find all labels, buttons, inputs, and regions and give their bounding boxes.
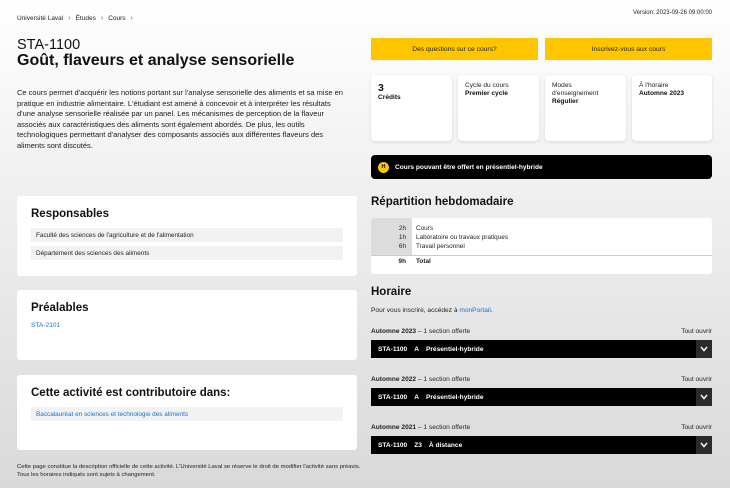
hours-row bbox=[371, 233, 509, 242]
teaching-mode-value: Régulier bbox=[552, 98, 579, 105]
schedule-value: Automne 2023 bbox=[639, 90, 685, 97]
section-id: A bbox=[414, 345, 419, 353]
section-accordion[interactable] bbox=[371, 388, 712, 406]
hours-row bbox=[371, 224, 434, 233]
section-course-code: STA-1100 bbox=[378, 393, 408, 401]
session-heading bbox=[371, 376, 470, 383]
chevron-right-icon: › bbox=[68, 15, 71, 22]
chevron-down-icon[interactable] bbox=[696, 436, 712, 454]
hours-value: 2h bbox=[398, 225, 406, 232]
chevron-right-icon: › bbox=[100, 15, 104, 22]
footer-line: Tous les horaires indiqués sont sujets à changement. bbox=[17, 472, 156, 478]
hours-total-row bbox=[371, 257, 431, 266]
hours-label: Cours bbox=[416, 225, 434, 232]
contributoire-title: Cette activité est contributoire dans: bbox=[31, 387, 231, 399]
responsables-section bbox=[17, 196, 357, 276]
hybrid-badge-icon: H bbox=[378, 162, 389, 173]
page-title: Goût, flaveurs et analyse sensorielle bbox=[17, 52, 295, 69]
open-all-link[interactable]: Tout ouvrir bbox=[681, 328, 712, 335]
course-code: STA-1100 bbox=[17, 37, 81, 53]
cycle-card bbox=[458, 75, 539, 141]
hours-value: 6h bbox=[398, 243, 406, 250]
program-link[interactable]: Baccalauréat en sciences et technologie des aliments bbox=[31, 407, 343, 421]
session-term: Automne 2021 bbox=[371, 424, 417, 431]
prealables-title: Préalables bbox=[31, 302, 89, 314]
breadcrumb-item-etudes[interactable]: Études bbox=[75, 15, 96, 22]
session-term: Automne 2022 bbox=[371, 376, 417, 383]
contributoire-section bbox=[17, 375, 357, 450]
breadcrumb bbox=[17, 15, 133, 22]
responsable-item: Département des sciences des aliments bbox=[31, 246, 343, 260]
session-offer: – 1 section offerte bbox=[416, 424, 471, 431]
divider bbox=[371, 255, 712, 256]
teaching-mode-card bbox=[545, 75, 626, 141]
section-mode: Présentiel-hybride bbox=[425, 393, 484, 401]
total-hours-label: Total bbox=[416, 258, 431, 265]
section-mode: À distance bbox=[428, 441, 463, 449]
monportail-link[interactable]: monPortail bbox=[459, 307, 491, 314]
footer-disclaimer bbox=[17, 463, 377, 479]
hours-row bbox=[371, 242, 465, 251]
credits-card bbox=[371, 75, 452, 141]
repartition-title: Répartition hebdomadaire bbox=[371, 196, 514, 208]
footer-line: Cette page constitue la description officielle de cette activité. L'Université Laval se réserve le droit de modifier l'activité sans préavis. bbox=[17, 464, 361, 470]
course-description: Ce cours permet d'acquérir les notions portant sur l'analyse sensorielle des aliments et sa mise en pratique en industrie alimentaire. L'étudiant est amené à concevoir et à interpréter les résultats d'une analyse sensorielle réalisée par un panel. Les mécanismes de perception de la flaveur associés aux caractéristiques des aliments sont également abordés. De plus, les outils technologiques permettant d'analyser des composants associés aux différentes flaveurs des aliments sont discutés. bbox=[17, 88, 343, 150]
prealable-link[interactable]: STA-2101 bbox=[31, 322, 61, 329]
session-heading bbox=[371, 328, 470, 335]
questions-button[interactable]: Des questions sur ce cours? bbox=[371, 38, 538, 60]
chevron-right-icon: › bbox=[130, 15, 133, 22]
session-offer: – 1 section offerte bbox=[416, 328, 471, 335]
horaire-title: Horaire bbox=[371, 286, 412, 298]
schedule-label: À l'horaire bbox=[639, 82, 669, 89]
version-stamp: Version: 2023-09-26 09:00:00 bbox=[632, 10, 712, 16]
section-course-code: STA-1100 bbox=[378, 441, 408, 449]
open-all-link[interactable]: Tout ouvrir bbox=[681, 424, 712, 431]
breadcrumb-item-cours[interactable]: Cours bbox=[108, 15, 126, 22]
breadcrumb-item-universite[interactable]: Université Laval bbox=[17, 15, 64, 22]
hours-table bbox=[371, 218, 712, 274]
hybrid-banner-text: Cours pouvant être offert en présentiel-hybride bbox=[395, 163, 543, 171]
horaire-intro-text: Pour vous inscrire, accédez à bbox=[371, 307, 458, 314]
session-offer: – 1 section offerte bbox=[416, 376, 471, 383]
session-term: Automne 2023 bbox=[371, 328, 417, 335]
cycle-value: Premier cycle bbox=[465, 90, 508, 97]
hours-value: 1h bbox=[398, 234, 406, 241]
cycle-label: Cycle du cours bbox=[465, 82, 509, 89]
horaire-intro: Pour vous inscrire, accédez à monPortail. bbox=[371, 307, 493, 314]
section-accordion[interactable] bbox=[371, 436, 712, 454]
responsable-item: Faculté des sciences de l'agriculture et de l'alimentation bbox=[31, 228, 343, 242]
register-button[interactable]: Inscrivez-vous aux cours bbox=[545, 38, 712, 60]
teaching-mode-label: Modes d'enseignement bbox=[552, 82, 599, 97]
credits-value: 3 bbox=[378, 82, 384, 94]
hours-label: Laboratoire ou travaux pratiques bbox=[416, 234, 509, 241]
section-mode: Présentiel-hybride bbox=[425, 345, 484, 353]
chevron-down-icon[interactable] bbox=[696, 340, 712, 358]
credits-label: Crédits bbox=[378, 94, 401, 101]
schedule-card bbox=[632, 75, 712, 141]
total-hours-value: 9h bbox=[398, 258, 406, 265]
responsables-title: Responsables bbox=[31, 208, 109, 220]
section-id: A bbox=[414, 393, 419, 401]
hours-label: Travail personnel bbox=[416, 243, 465, 250]
chevron-down-icon[interactable] bbox=[696, 388, 712, 406]
prealables-section bbox=[17, 290, 357, 360]
section-course-code: STA-1100 bbox=[378, 345, 408, 353]
section-id: Z3 bbox=[414, 441, 422, 449]
session-heading bbox=[371, 424, 470, 431]
hybrid-banner bbox=[371, 155, 712, 179]
open-all-link[interactable]: Tout ouvrir bbox=[681, 376, 712, 383]
section-accordion[interactable] bbox=[371, 340, 712, 358]
